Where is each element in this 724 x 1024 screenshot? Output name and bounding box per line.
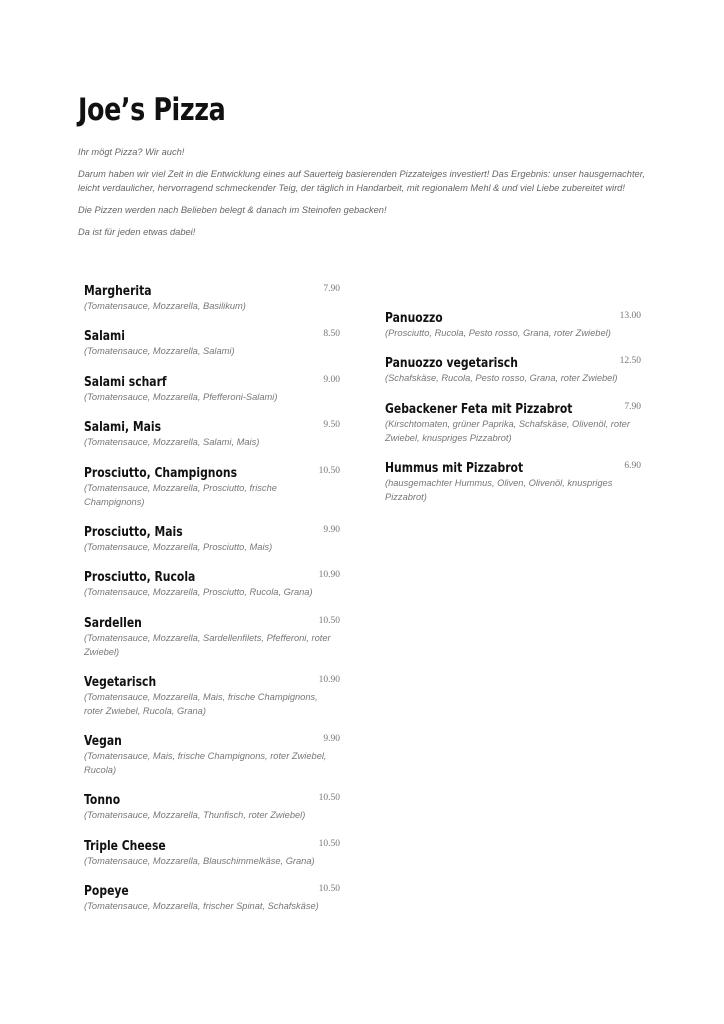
- item-name: Panuozzo vegetarisch: [385, 355, 518, 371]
- item-desc: (Tomatensauce, Mozzarella, Prosciutto, frische Champignons): [84, 483, 277, 507]
- item-price: 10.50: [318, 884, 340, 894]
- item-desc: (Prosciutto, Rucola, Pesto rosso, Grana, roter Zwiebel): [385, 328, 611, 338]
- item-desc: (hausgemachter Hummus, Oliven, Olivenöl, knuspriges Pizzabrot): [385, 478, 613, 502]
- item-desc: (Schafskäse, Rucola, Pesto rosso, Grana, roter Zwiebel): [385, 373, 618, 383]
- item-desc: (Tomatensauce, Mozzarella, Blauschimmelkäse, Grana): [84, 856, 315, 866]
- specials-list: [385, 309, 641, 518]
- intro-line: Darum haben wir viel Zeit in die Entwicklung eines auf Sauerteig basierenden Pizzateiges investiert! Das Ergebnis: unser hausgemachter, leicht verdaulicher, hervorragend schmeckender Teig, der täglich in Handarbeit, mit regionalem Mehl & und viel Liebe zubereitet wird!: [78, 169, 645, 193]
- item-name: Salami scharf: [84, 374, 167, 390]
- item-name: Panuozzo: [385, 310, 443, 326]
- item-desc: (Tomatensauce, Mais, frische Champignons, roter Zwiebel, Rucola): [84, 751, 327, 775]
- item-price: 10.50: [318, 839, 340, 849]
- menu-item: [84, 673, 340, 732]
- item-name: Sardellen: [84, 615, 142, 631]
- item-name: Gebackener Feta mit Pizzabrot: [385, 401, 573, 417]
- item-desc: (Tomatensauce, Mozzarella, Salami, Mais): [84, 437, 260, 447]
- item-price: 10.50: [318, 793, 340, 803]
- item-desc: (Kirschtomaten, grüner Paprika, Schafskäse, Olivenöl, roter Zwiebel, knuspriges Pizzabrot): [385, 419, 630, 443]
- menu-item: [385, 459, 641, 518]
- menu-item: [84, 464, 340, 523]
- item-desc: (Tomatensauce, Mozzarella, Basilikum): [84, 301, 246, 311]
- menu-item: [385, 309, 641, 354]
- item-name: Prosciutto, Mais: [84, 524, 183, 540]
- item-price: 9.50: [323, 420, 340, 430]
- item-price: 7.90: [624, 402, 641, 412]
- item-price: 10.90: [318, 675, 340, 685]
- menu-item: [84, 791, 340, 837]
- item-name: Salami, Mais: [84, 419, 162, 435]
- menu-item: [84, 732, 340, 791]
- item-price: 6.90: [624, 461, 641, 471]
- intro-text: [78, 145, 658, 247]
- item-desc: (Tomatensauce, Mozzarella, Pfefferoni-Salami): [84, 392, 278, 402]
- item-price: 10.50: [318, 466, 340, 476]
- item-name: Hummus mit Pizzabrot: [385, 460, 524, 476]
- menu-item: [84, 614, 340, 673]
- menu-item: [84, 373, 340, 418]
- item-desc: (Tomatensauce, Mozzarella, Thunfisch, roter Zwiebel): [84, 810, 306, 820]
- item-price: 9.90: [323, 525, 340, 535]
- item-price: 8.50: [323, 329, 340, 339]
- menu-item: [84, 282, 340, 327]
- item-desc: (Tomatensauce, Mozzarella, Salami): [84, 346, 235, 356]
- item-desc: (Tomatensauce, Mozzarella, Prosciutto, Rucola, Grana): [84, 587, 313, 597]
- item-name: Triple Cheese: [84, 838, 166, 854]
- item-price: 9.90: [323, 734, 340, 744]
- intro-line: Die Pizzen werden nach Belieben belegt & danach im Steinofen gebacken!: [78, 205, 387, 215]
- item-price: 7.90: [323, 284, 340, 294]
- page-title: Joe’s Pizza: [78, 92, 226, 128]
- item-price: 10.90: [318, 570, 340, 580]
- item-desc: (Tomatensauce, Mozzarella, Prosciutto, Mais): [84, 542, 273, 552]
- item-name: Prosciutto, Champignons: [84, 465, 238, 481]
- menu-item: [84, 882, 340, 927]
- item-name: Vegetarisch: [84, 674, 157, 690]
- menu-item: [84, 837, 340, 882]
- item-price: 10.50: [318, 616, 340, 626]
- item-desc: (Tomatensauce, Mozzarella, Sardellenfilets, Pfefferoni, roter Zwiebel): [84, 633, 331, 657]
- menu-item: [84, 327, 340, 373]
- item-name: Margherita: [84, 283, 152, 299]
- item-name: Tonno: [84, 792, 121, 808]
- menu-item: [84, 418, 340, 464]
- item-price: 9.00: [323, 375, 340, 385]
- item-price: 13.00: [619, 311, 641, 321]
- item-name: Vegan: [84, 733, 122, 749]
- item-name: Salami: [84, 328, 126, 344]
- intro-line: Da ist für jeden etwas dabei!: [78, 227, 196, 237]
- item-desc: (Tomatensauce, Mozzarella, Mais, frische Champignons, roter Zwiebel, Rucola, Grana): [84, 692, 318, 716]
- menu-item: [84, 523, 340, 568]
- pizza-list: [84, 282, 340, 927]
- intro-line: Ihr mögt Pizza? Wir auch!: [78, 147, 185, 157]
- item-name: Popeye: [84, 883, 129, 899]
- item-desc: (Tomatensauce, Mozzarella, frischer Spinat, Schafskäse): [84, 901, 319, 911]
- item-name: Prosciutto, Rucola: [84, 569, 196, 585]
- menu-item: [84, 568, 340, 614]
- menu-item: [385, 354, 641, 400]
- menu-item: [385, 400, 641, 459]
- item-price: 12.50: [619, 356, 641, 366]
